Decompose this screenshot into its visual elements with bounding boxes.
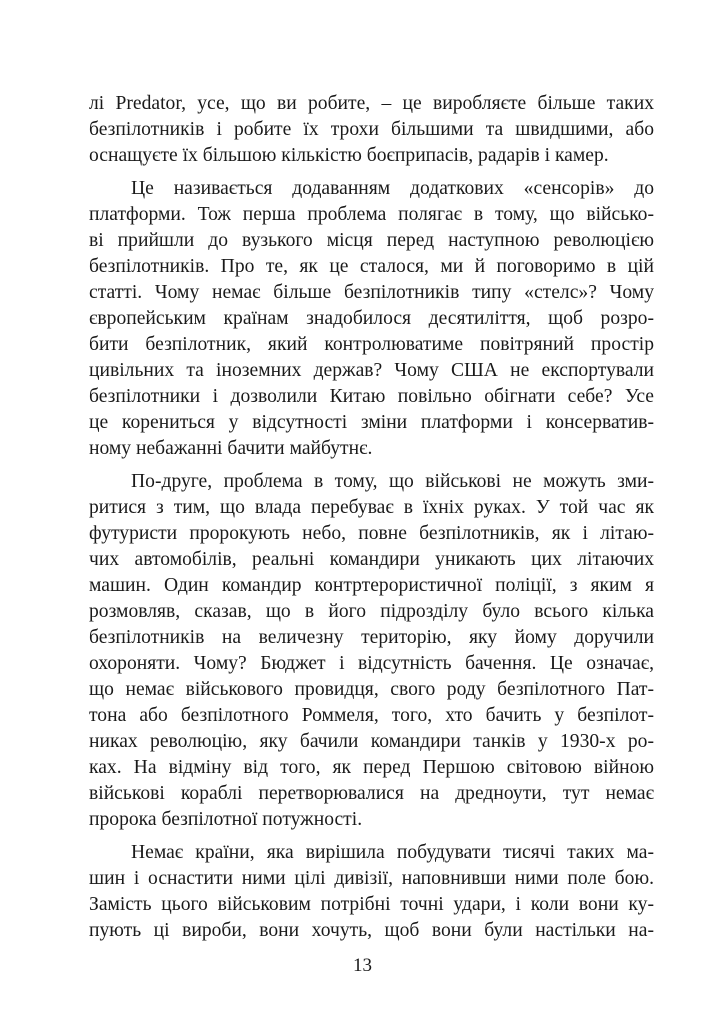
text-line: тона або безпілотного Роммеля, того, хто бачить у безпілот- <box>89 705 654 726</box>
text-line: ках. На відміну від того, як перед Першою світовою війною <box>89 757 654 778</box>
text-line: платформи. Тож перша проблема полягає в тому, що військо- <box>89 204 654 225</box>
text-line: бити безпілотник, який контролюватиме повітряний простір <box>89 334 654 355</box>
text-line: пророка безпілотної потужності. <box>89 809 363 830</box>
text-line: європейським країнам знадобилося десятиліття, щоб розро- <box>89 308 654 329</box>
text-line: Немає країни, яка вирішила побудувати тисячі таких ма- <box>131 842 654 863</box>
text-line: безпілотники і дозволили Китаю повільно обігнати себе? Усе <box>89 386 654 407</box>
text-line: цивільних та іноземних держав? Чому США не експортували <box>89 360 654 381</box>
text-line: футуристи пророкують небо, повне безпілотників, як і літаю- <box>89 523 654 544</box>
paragraph-3 <box>89 469 654 833</box>
text-line: безпілотників. Про те, як це сталося, ми й поговоримо в цій <box>89 256 654 277</box>
page-number: 13 <box>353 955 372 976</box>
text-line: розмовляв, сказав, що в його підрозділу було всього кілька <box>89 601 654 622</box>
text-line: це корениться у відсутності зміни платформи і консерватив- <box>89 412 654 433</box>
paragraph-2 <box>89 176 654 462</box>
text-line: ному небажанні бачити майбутнє. <box>89 438 373 459</box>
text-line: оснащуєте їх більшою кількістю боєприпасів, радарів і камер. <box>89 145 609 166</box>
text-line: шин і оснастити ними цілі дивізії, наповнивши ними поле бою. <box>89 868 654 889</box>
text-line: Це називається додаванням додаткових «сенсорів» до <box>131 178 654 199</box>
text-line: ритися з тим, що влада перебуває в їхніх руках. У той час як <box>89 497 654 518</box>
body-text <box>89 91 654 951</box>
text-line: військові кораблі перетворювалися на дредноути, тут немає <box>89 783 654 804</box>
text-line: безпілотників і робите їх трохи більшими та швидшими, або <box>89 119 654 140</box>
paragraph-1 <box>89 91 654 169</box>
text-line: безпілотників на величезну територію, яку йому доручили <box>89 627 654 648</box>
text-line: По-друге, проблема в тому, що військові не можуть зми- <box>131 471 654 492</box>
text-line: Замість цього військовим потрібні точні удари, і коли вони ку- <box>89 894 654 915</box>
text-line: охороняти. Чому? Бюджет і відсутність бачення. Це означає, <box>89 653 654 674</box>
text-line: лі Predator, усе, що ви робите, – це виробляєте більше таких <box>89 93 654 114</box>
text-line: никах революцію, яку бачили командири танків у 1930-х ро- <box>89 731 654 752</box>
text-line: ві прийшли до вузького місця перед наступною революцією <box>89 230 654 251</box>
text-line: що немає військового провидця, свого роду безпілотного Пат- <box>89 679 654 700</box>
text-line: машин. Один командир контртерористичної поліції, з яким я <box>89 575 654 596</box>
text-line: чих автомобілів, реальні командири уникають цих літаючих <box>89 549 654 570</box>
text-line: статті. Чому немає більше безпілотників типу «стелс»? Чому <box>89 282 654 303</box>
text-line: пують ці вироби, вони хочуть, щоб вони були настільки на- <box>89 920 654 941</box>
paragraph-4 <box>89 840 654 944</box>
